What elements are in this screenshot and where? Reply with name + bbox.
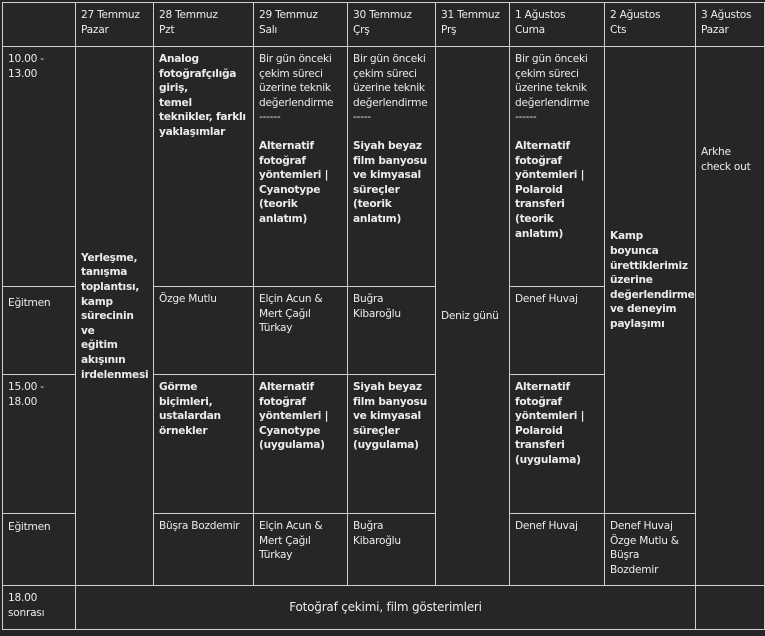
corner-cell: [3, 3, 76, 47]
evening-all-cell: Fotoğraf çekimi, film gösterimleri: [76, 586, 696, 630]
header-row: [3, 3, 765, 47]
d2-morning-cell: Analog fotoğrafçılığa giriş, temel teknikler, farklı yaklaşımlar: [154, 47, 254, 287]
d3-morning-cell: Bir gün önceki çekim süreci üzerine teknik değerlendirme ------ Alternatif fotoğraf yöntemleri | Cyanotype (teorik anlatım): [254, 47, 348, 287]
header-d6: 1 Ağustos Cuma: [510, 3, 605, 47]
header-d8: 3 Ağustos Pazar: [696, 3, 765, 47]
d8-main-cell: Arkhe check out: [696, 47, 765, 586]
header-d7: 2 Ağustos Cts: [605, 3, 696, 47]
time-morning: 10.00 - 13.00: [3, 47, 76, 287]
header-d4: 30 Temmuz Çrş: [348, 3, 436, 47]
trainer1-label: Eğitmen: [3, 287, 76, 375]
time-evening: 18.00 sonrası: [3, 586, 76, 630]
d6-morning-cell: Bir gün önceki çekim süreci üzerine teknik değerlendirme ------ Alternatif fotoğraf yöntemleri | Polaroid transferi (teorik anlatım): [510, 47, 605, 287]
d4-morning-cell: Bir gün önceki çekim süreci üzerine teknik değerlendirme ----- Siyah beyaz film banyosu ve kimyasal süreçler (teorik anlatım): [348, 47, 436, 287]
evening-row: [3, 586, 765, 630]
header-d3: 29 Temmuz Salı: [254, 3, 348, 47]
d6-trainer2-cell: Denef Huvaj: [510, 514, 605, 586]
evening-empty-cell: [696, 586, 765, 630]
schedule-table: [2, 2, 765, 630]
d6-trainer1-cell: Denef Huvaj: [510, 287, 605, 375]
d4-trainer2-cell: Buğra Kibaroğlu: [348, 514, 436, 586]
d4-trainer1-cell: Buğra Kibaroğlu: [348, 287, 436, 375]
header-d1: 27 Temmuz Pazar: [76, 3, 154, 47]
d7-trainer2-cell: Denef Huvaj Özge Mutlu & Büşra Bozdemir: [605, 514, 696, 586]
d1-all-day-cell: Yerleşme, tanışma toplantısı, kamp sürecinin ve eğitim akışının irdelenmesi: [76, 47, 154, 586]
d3-trainer1-cell: Elçin Acun & Mert Çağıl Türkay: [254, 287, 348, 375]
d2-afternoon-cell: Görme biçimleri, ustalardan örnekler: [154, 375, 254, 514]
d7-main-cell: Kamp boyunca ürettiklerimiz üzerine değerlendirme ve deneyim paylaşımı: [605, 47, 696, 514]
time-afternoon: 15.00 - 18.00: [3, 375, 76, 514]
d2-trainer1-cell: Özge Mutlu: [154, 287, 254, 375]
d4-afternoon-cell: Siyah beyaz film banyosu ve kimyasal süreçler (uygulama): [348, 375, 436, 514]
d5-all-day-cell: Deniz günü: [436, 47, 510, 586]
trainer2-label: Eğitmen: [3, 514, 76, 586]
header-d5: 31 Temmuz Prş: [436, 3, 510, 47]
d6-afternoon-cell: Alternatif fotoğraf yöntemleri | Polaroid transferi (uygulama): [510, 375, 605, 514]
d3-afternoon-cell: Alternatif fotoğraf yöntemleri | Cyanotype (uygulama): [254, 375, 348, 514]
d3-trainer2-cell: Elçin Acun & Mert Çağıl Türkay: [254, 514, 348, 586]
d2-trainer2-cell: Büşra Bozdemir: [154, 514, 254, 586]
header-d2: 28 Temmuz Pzt: [154, 3, 254, 47]
morning-row: [3, 47, 765, 287]
